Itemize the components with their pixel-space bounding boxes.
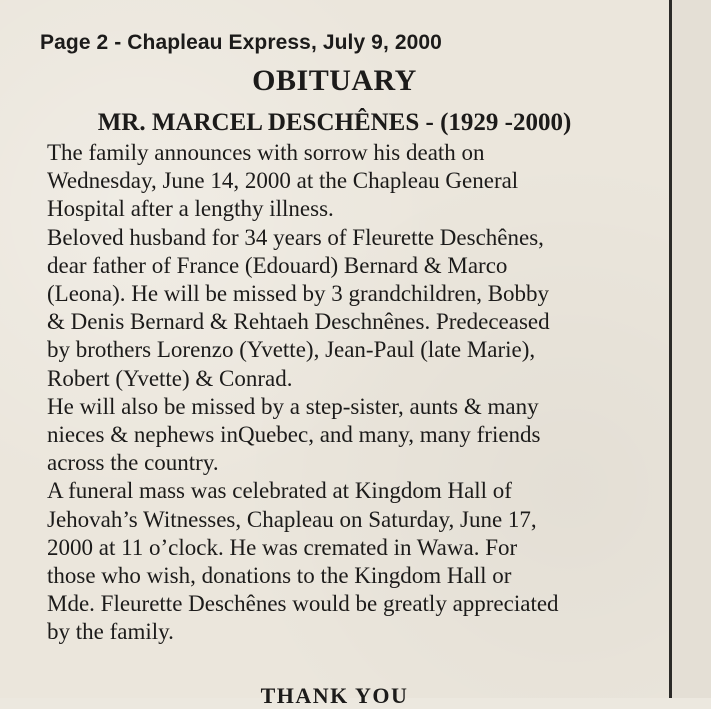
body-line: Jehovah’s Witnesses, Chapleau on Saturday, June 17, bbox=[47, 506, 537, 532]
obituary-body bbox=[47, 139, 665, 647]
adjacent-column-margin bbox=[672, 0, 711, 698]
body-line: those who wish, donations to the Kingdom Hall or bbox=[47, 563, 512, 589]
body-line: 2000 at 11 o’clock. He was cremated in Wawa. For bbox=[47, 534, 518, 560]
body-line: & Denis Bernard & Rehtaeh Deschnênes. Predeceased bbox=[47, 309, 550, 335]
body-line: dear father of France (Edouard) Bernard & Marco bbox=[47, 252, 508, 278]
deceased-heading: MR. MARCEL DESCHÊNES - (1929 -2000) bbox=[97, 109, 572, 136]
body-line: (Leona). He will be missed by 3 grandchildren, Bobby bbox=[47, 281, 550, 307]
column-divider bbox=[669, 0, 672, 698]
body-line: Robert (Yvette) & Conrad. bbox=[47, 365, 293, 391]
next-section-heading: THANK YOU bbox=[260, 683, 409, 708]
body-line: The family announces with sorrow his death on bbox=[47, 140, 485, 165]
body-line: Hospital after a lengthy illness. bbox=[47, 196, 334, 222]
body-line: nieces & nephews inQuebec, and many, many friends bbox=[47, 422, 541, 448]
body-line: Mde. Fleurette Deschênes would be greatly appreciated bbox=[47, 591, 559, 617]
body-line: A funeral mass was celebrated at Kingdom Hall of bbox=[47, 478, 512, 504]
body-line: across the country. bbox=[47, 450, 219, 476]
body-line: by the family. bbox=[47, 619, 174, 645]
body-line: Beloved husband for 34 years of Fleurette Deschênes, bbox=[47, 224, 544, 250]
page-header: Page 2 - Chapleau Express, July 9, 2000 bbox=[40, 31, 442, 54]
body-line: He will also be missed by a step-sister, aunts & many bbox=[47, 393, 539, 419]
body-line: by brothers Lorenzo (Yvette), Jean-Paul (late Marie), bbox=[47, 337, 536, 363]
body-line: Wednesday, June 14, 2000 at the Chapleau General bbox=[47, 168, 519, 194]
section-title: OBITUARY bbox=[252, 64, 417, 97]
